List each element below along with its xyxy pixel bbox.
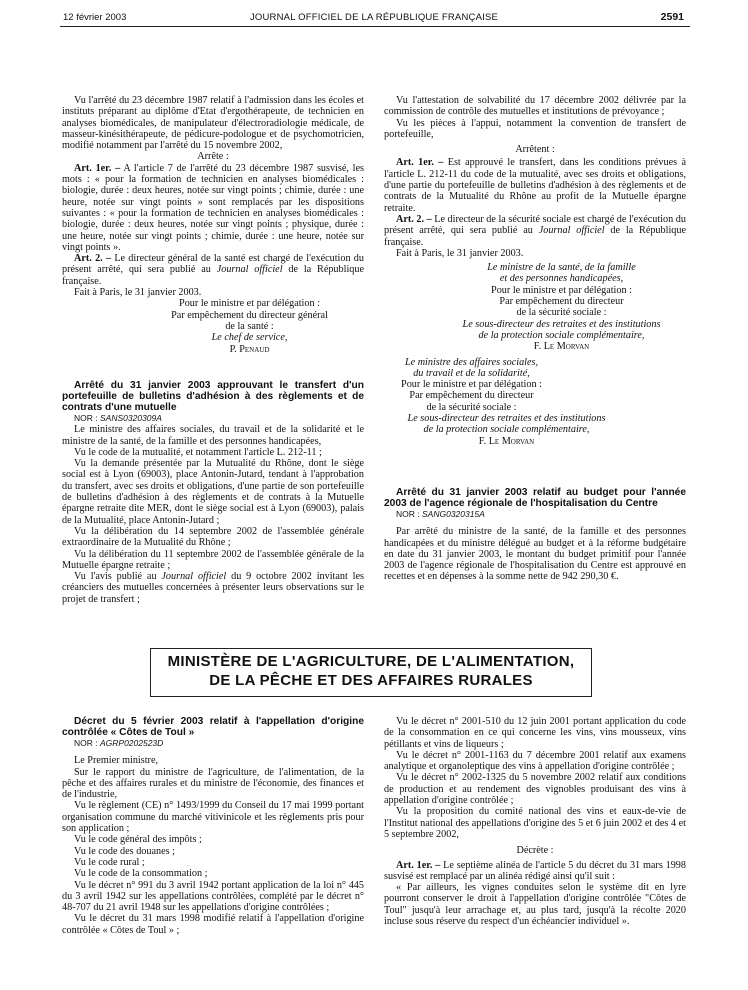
article-1 — [62, 163, 364, 253]
paragraph — [62, 571, 364, 605]
signature-line: Le sous-directeur des retraites et des institutions — [462, 318, 661, 330]
nor-code: AGRP0202523D — [99, 738, 164, 748]
paragraph: Vu l'attestation de solvabilité du 17 décembre 2002 délivrée par la commission de contrôle des mutuelles et institutions de prévoyance ; — [384, 95, 686, 118]
nor-reference — [62, 413, 364, 424]
paragraph: Par arrêté du ministre de la santé, de la famille et des personnes handicapées et du ministre délégué au budget et à la réforme budgétaire en date du 31 janvier 2003, le montant du budget primitif pour l'année 2003 de l'agence régionale de l'hospitalisation du Centre est approuvé en recettes et en dépenses à la somme nette de 942 290,30 €. — [384, 526, 686, 583]
signatory-name: F. Le Morvan — [533, 341, 590, 353]
signature-line: et des personnes handicapées, — [499, 273, 624, 285]
paragraph: Vu le décret n° 2001-510 du 12 juin 2001 portant application du code de la consommation en ce qui concerne les vins, vins mousseux, vins pétillants et vins de liqueurs ; — [384, 716, 686, 750]
signature-line: Par empêchement du directeur — [499, 296, 624, 308]
signature-line: de la sécurité sociale : — [426, 401, 517, 413]
paragraph: Sur le rapport du ministre de l'agriculture, de l'alimentation, de la pêche et des affaires rurales et du ministre de l'économie, des finances et de l'industrie, — [62, 766, 364, 801]
right-arrete — [384, 487, 686, 583]
article-text: de la République française. — [62, 264, 364, 287]
signature-line: Pour le ministre et par délégation : — [179, 298, 320, 310]
fait-a-paris: Fait à Paris, le 31 janvier 2003. — [396, 247, 524, 259]
left-arrete — [62, 380, 364, 605]
signature-line: Pour le ministre et par délégation : — [401, 379, 542, 391]
article-text: de la République française. — [384, 225, 686, 248]
article-text: Le directeur général de la santé est chargé de l'exécution du présent arrêté, qui sera publié au — [62, 253, 364, 276]
signature-line: Par empêchement du directeur général — [171, 309, 328, 321]
article-1 — [384, 157, 686, 213]
article-2 — [384, 214, 686, 248]
signature-line: Le ministre des affaires sociales, — [404, 356, 539, 368]
paragraph: Vu les pièces à l'appui, notamment la convention de transfert de portefeuille, — [384, 117, 686, 140]
decret-title: Décret du 5 février 2003 relatif à l'appellation d'origine contrôlée « Côtes de Toul » — [62, 716, 364, 738]
arrete-title: Arrêté du 31 janvier 2003 relatif au budget pour l'année 2003 de l'agence régionale de l'hospitalisation du Centre — [384, 487, 686, 509]
signature-block — [384, 357, 559, 413]
paragraph: Vu la délibération du 14 septembre 2002 de l'assemblée générale extraordinaire de la Mutualité du Rhône ; — [62, 525, 364, 549]
signature-line: de la santé : — [225, 320, 274, 332]
nor-reference — [62, 738, 364, 749]
nor-label: NOR : — [396, 509, 422, 519]
signature-line: du travail et de la solidarité, — [413, 367, 530, 379]
journal-officiel-ref: Journal officiel — [538, 225, 605, 237]
paragraph: Vu le code des douanes ; — [74, 845, 175, 857]
header-date: 12 février 2003 — [63, 12, 127, 23]
text: Vu l'avis publié au — [74, 571, 162, 583]
paragraph: Vu la demande présentée par la Mutualité du Rhône, dont le siège social est à Lyon (69003), place Antonin-Jutard, tendant à l'approbation du transfert, avec ses droits et obligations, d'une partie de son portefeuille de bulletins d'adhésion à des règlements et de contrats à la Mutuelle épargne retraite dite MER, dont le siège social est à Lyon (69003), palais de la Mutualité, place Antonin-Jutard ; — [62, 458, 364, 526]
signature-block-end — [384, 413, 629, 447]
nor-label: NOR : — [74, 738, 100, 748]
article-text: Le septième alinéa de l'article 5 du décret du 31 mars 1998 susvisé est remplacé par un alinéa rédigé ainsi qu'il suit : — [384, 859, 686, 882]
arrete-title: Arrêté du 31 janvier 2003 approuvant le transfert d'un portefeuille de bulletins d'adhésion à des règlements et de contrats d'une mutuelle — [62, 380, 364, 413]
ministry-line-1: MINISTÈRE DE L'AGRICULTURE, DE L'ALIMENTATION, — [167, 653, 575, 670]
paragraph: Vu le décret n° 991 du 3 avril 1942 portant application de la loi n° 445 du 3 avril 1942 sur les appellations contrôlées, complété par le décret n° 48-707 du 21 avril 1948 sur les appellations d'origine contrôlées ; — [62, 879, 364, 914]
signature-line: Le sous-directeur des retraites et des institutions — [407, 413, 606, 425]
header-rule — [60, 26, 690, 27]
nor-label: NOR : — [74, 413, 100, 423]
paragraph: Le ministre des affaires sociales, du travail et de la solidarité et le ministre de la santé, de la famille et des personnes handicapées, — [62, 424, 364, 447]
journal-officiel-ref: Journal officiel — [161, 571, 227, 583]
paragraph: Vu le décret n° 2002-1325 du 5 novembre 2002 relatif aux conditions de production et au rendement des vignobles produisant des vins à appellation d'origine contrôlée ; — [384, 772, 686, 807]
signatory-name: P. Penaud — [229, 343, 270, 355]
decret-right — [384, 716, 686, 927]
decrete-heading: Décrète : — [516, 845, 554, 857]
nor-reference — [384, 509, 686, 520]
signature-block — [439, 262, 684, 352]
paragraph: Vu la délibération du 11 septembre 2002 de l'assemblée générale de la Mutuelle épargne retraite ; — [62, 548, 364, 571]
paragraph: Le Premier ministre, — [74, 755, 159, 767]
quoted-paragraph: « Par ailleurs, les vignes conduites selon le système dit en lyre pourront conserver le droit à l'appellation d'origine contrôlée "Côtes de Toul" jusqu'à leur arrachage et, au plus tard, jusqu'à la récolte 2020 incluse sous réserve du respect d'un échéancier individuel ». — [384, 882, 686, 928]
fait-a-paris: Fait à Paris, le 31 janvier 2003. — [74, 287, 202, 299]
article-label: Art. 1er. – — [396, 157, 444, 169]
article-label: Art. 1er. – — [74, 162, 121, 174]
paragraph: Vu le règlement (CE) n° 1493/1999 du Conseil du 17 mai 1999 portant organisation commune du marché vitivinicole et les règlements pris pour son application ; — [62, 800, 364, 835]
article-label: Art. 1er. – — [396, 859, 441, 871]
signature-block — [152, 298, 347, 354]
paragraph: Vu le code de la mutualité, et notamment l'article L. 212-11 ; — [74, 446, 322, 458]
page-number: 2591 — [660, 11, 684, 23]
signature-line: de la protection sociale complémentaire, — [478, 329, 645, 341]
signature-line: Pour le ministre et par délégation : — [491, 284, 632, 296]
paragraph: Vu l'arrêté du 23 décembre 1987 relatif à l'admission dans les écoles et instituts préparant au diplôme d'Etat d'ergothérapeute, de technicien en analyses biomédicales, de manipulateur d'électroradiologie médicale, de masseur-kinésithérapeute, de pédicure-podologue et de psychomotricien, modifié notamment par l'arrêté du 15 novembre 2002, — [62, 95, 364, 152]
nor-code: SANG0320315A — [421, 509, 485, 519]
ministry-line-2: DE LA PÊCHE ET DES AFFAIRES RURALES — [209, 672, 533, 689]
left-column-top — [62, 95, 364, 355]
journal-title: JOURNAL OFFICIEL DE LA RÉPUBLIQUE FRANÇAISE — [249, 12, 499, 23]
right-column-top — [384, 95, 686, 447]
page-header — [0, 10, 748, 26]
journal-officiel-ref: Journal officiel — [216, 264, 283, 276]
arretent-heading: Arrêtent : — [515, 144, 555, 156]
signature-line: Le ministre de la santé, de la famille — [487, 262, 636, 274]
paragraph: Vu le code rural ; — [74, 856, 145, 868]
article-1 — [384, 860, 686, 883]
article-2 — [62, 253, 364, 287]
nor-code: SANS0320309A — [99, 413, 162, 423]
article-label: Art. 2. – — [74, 253, 112, 265]
ministry-heading-box — [150, 648, 592, 697]
article-text: Le directeur de la sécurité sociale est chargé de l'exécution du présent arrêté, qui sera publié au — [384, 213, 686, 237]
signature-line: Par empêchement du directeur — [409, 390, 534, 402]
paragraph: Vu le code de la consommation ; — [74, 868, 208, 880]
paragraph: Vu le décret du 31 mars 1998 modifié relatif à l'appellation d'origine contrôlée « Côtes de Toul » ; — [62, 913, 364, 936]
text: du 9 octobre 2002 invitant les créanciers des mutuelles concernées à présenter leurs observations sur le projet de transfert ; — [62, 571, 365, 605]
paragraph: Vu le code général des impôts ; — [74, 834, 202, 846]
article-text: Est approuvé le transfert, dans les conditions prévues à l'article L. 212-11 du code de la mutualité, avec ses droits et obligations, d'une partie du portefeuille de bulletins d'adhésion à des règlements et de contrats de la Mutualité du Rhône au profit de la Mutuelle épargne retraite. — [384, 157, 686, 214]
article-text: A l'article 7 de l'arrêté du 23 décembre 1987 susvisé, les mots : « pour la formation de technicien en analyses biomédicales : biologie, durée : deux heures, notée sur vingt points ; chimie, durée : une heure, notée sur vingt points » sont remplacés par les dispositions suivantes : « pour la formation de technicien en analyses biomédicales : biologie, durée : deux heures, notée sur vingt points ; physique, durée : une heure, notée sur vingt points ; chimie, durée : une heure, notée sur vingt points ». — [62, 162, 364, 253]
signature-line: Le chef de service, — [211, 332, 288, 344]
signatory-name: F. Le Morvan — [478, 435, 535, 447]
decret-left — [62, 716, 364, 936]
article-label: Art. 2. – — [396, 213, 432, 225]
signature-line: de la protection sociale complémentaire, — [423, 424, 590, 436]
paragraph: Vu le décret n° 2001-1163 du 7 décembre 2001 relatif aux examens analytique et organoleptique des vins à appellation d'origine contrôlée ; — [384, 749, 686, 773]
paragraph: Vu la proposition du comité national des vins et eaux-de-vie de l'Institut national des appellations d'origine des 5 et 6 juin 2002 et des 4 et 5 septembre 2002, — [384, 806, 686, 840]
arrete-heading: Arrête : — [197, 151, 229, 163]
signature-line: de la sécurité sociale : — [516, 307, 607, 319]
